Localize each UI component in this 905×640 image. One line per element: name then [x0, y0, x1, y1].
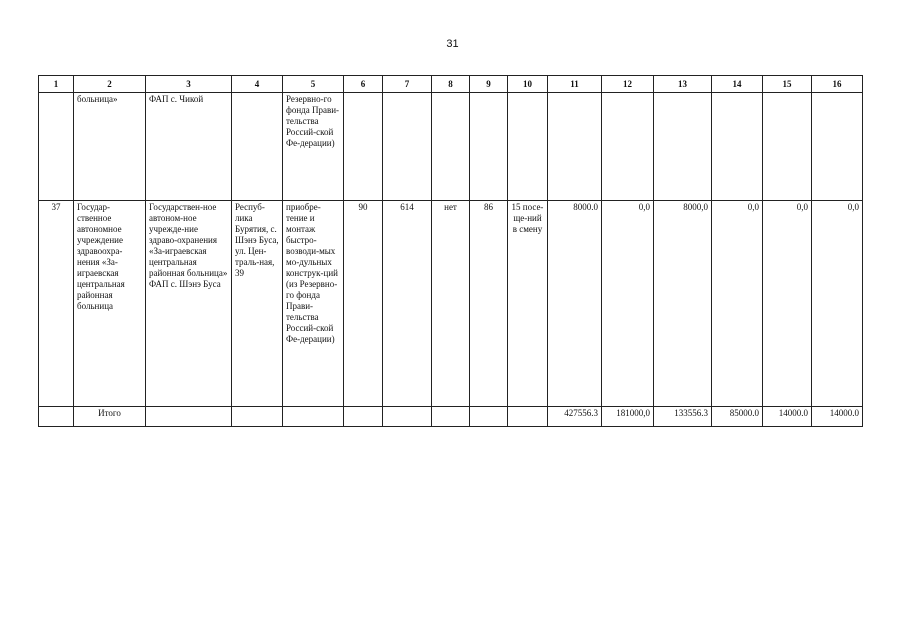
- cell: [232, 407, 283, 427]
- table-row: [39, 201, 863, 407]
- cell: [548, 93, 602, 201]
- cell: [39, 93, 74, 201]
- page-number: 31: [446, 38, 459, 50]
- cell: [432, 407, 470, 427]
- total-row: [39, 407, 863, 427]
- column-header: 8: [432, 76, 470, 93]
- column-header: 9: [470, 76, 508, 93]
- table-row: [39, 93, 863, 201]
- cell: 14000.0: [763, 407, 812, 427]
- cell: 427556.3: [548, 407, 602, 427]
- cell: 86: [470, 201, 508, 407]
- data-table: [38, 75, 863, 427]
- cell: [508, 93, 548, 201]
- cell: 0,0: [712, 201, 763, 407]
- header-row: [39, 76, 863, 93]
- cell: ФАП с. Чикой: [146, 93, 232, 201]
- column-header: 16: [812, 76, 863, 93]
- cell: [602, 93, 654, 201]
- cell: 90: [344, 201, 383, 407]
- cell: 8000.0: [548, 201, 602, 407]
- cell: [712, 93, 763, 201]
- cell: 8000,0: [654, 201, 712, 407]
- column-header: 2: [74, 76, 146, 93]
- cell: [232, 93, 283, 201]
- cell: [146, 407, 232, 427]
- column-header: 3: [146, 76, 232, 93]
- row-number: 37: [39, 201, 74, 407]
- cell: Государствен-ное автоном-ное учрежде-ние здраво-охранения «За-играевская центральная районная больница» ФАП с. Шэнэ Буса: [146, 201, 232, 407]
- column-header: 14: [712, 76, 763, 93]
- cell: 133556.3: [654, 407, 712, 427]
- cell: [283, 407, 344, 427]
- cell: 0,0: [812, 201, 863, 407]
- cell: нет: [432, 201, 470, 407]
- column-header: 6: [344, 76, 383, 93]
- column-header: 15: [763, 76, 812, 93]
- cell: [763, 93, 812, 201]
- cell: [344, 93, 383, 201]
- cell: [39, 407, 74, 427]
- cell: [383, 93, 432, 201]
- cell: [383, 407, 432, 427]
- cell: 181000,0: [602, 407, 654, 427]
- cell: 14000.0: [812, 407, 863, 427]
- column-header: 5: [283, 76, 344, 93]
- column-header: 10: [508, 76, 548, 93]
- cell: 15 посе-ще-ний в смену: [508, 201, 548, 407]
- cell: Резервно-го фонда Прави-тельства Россий-ской Фе-дерации): [283, 93, 344, 201]
- cell: больница»: [74, 93, 146, 201]
- total-label: Итого: [74, 407, 146, 427]
- cell: Государ-ственное автономное учреждение здравоохра-нения «За-играевская центральная районная больница: [74, 201, 146, 407]
- cell: 0,0: [763, 201, 812, 407]
- column-header: 1: [39, 76, 74, 93]
- column-header: 13: [654, 76, 712, 93]
- column-header: 4: [232, 76, 283, 93]
- cell: приобре-тение и монтаж быстро-возводи-мых мо-дульных конструк-ций (из Резервно-го фонда Прави-тельства Россий-ской Фе-дерации): [283, 201, 344, 407]
- column-header: 11: [548, 76, 602, 93]
- cell: 614: [383, 201, 432, 407]
- column-header: 12: [602, 76, 654, 93]
- cell: 0,0: [602, 201, 654, 407]
- cell: [812, 93, 863, 201]
- column-header: 7: [383, 76, 432, 93]
- cell: [470, 93, 508, 201]
- cell: [654, 93, 712, 201]
- cell: 85000.0: [712, 407, 763, 427]
- cell: [432, 93, 470, 201]
- cell: [344, 407, 383, 427]
- cell: [508, 407, 548, 427]
- cell: [470, 407, 508, 427]
- cell: Респуб-лика Бурятия, с. Шэнэ Буса, ул. Цен-траль-ная, 39: [232, 201, 283, 407]
